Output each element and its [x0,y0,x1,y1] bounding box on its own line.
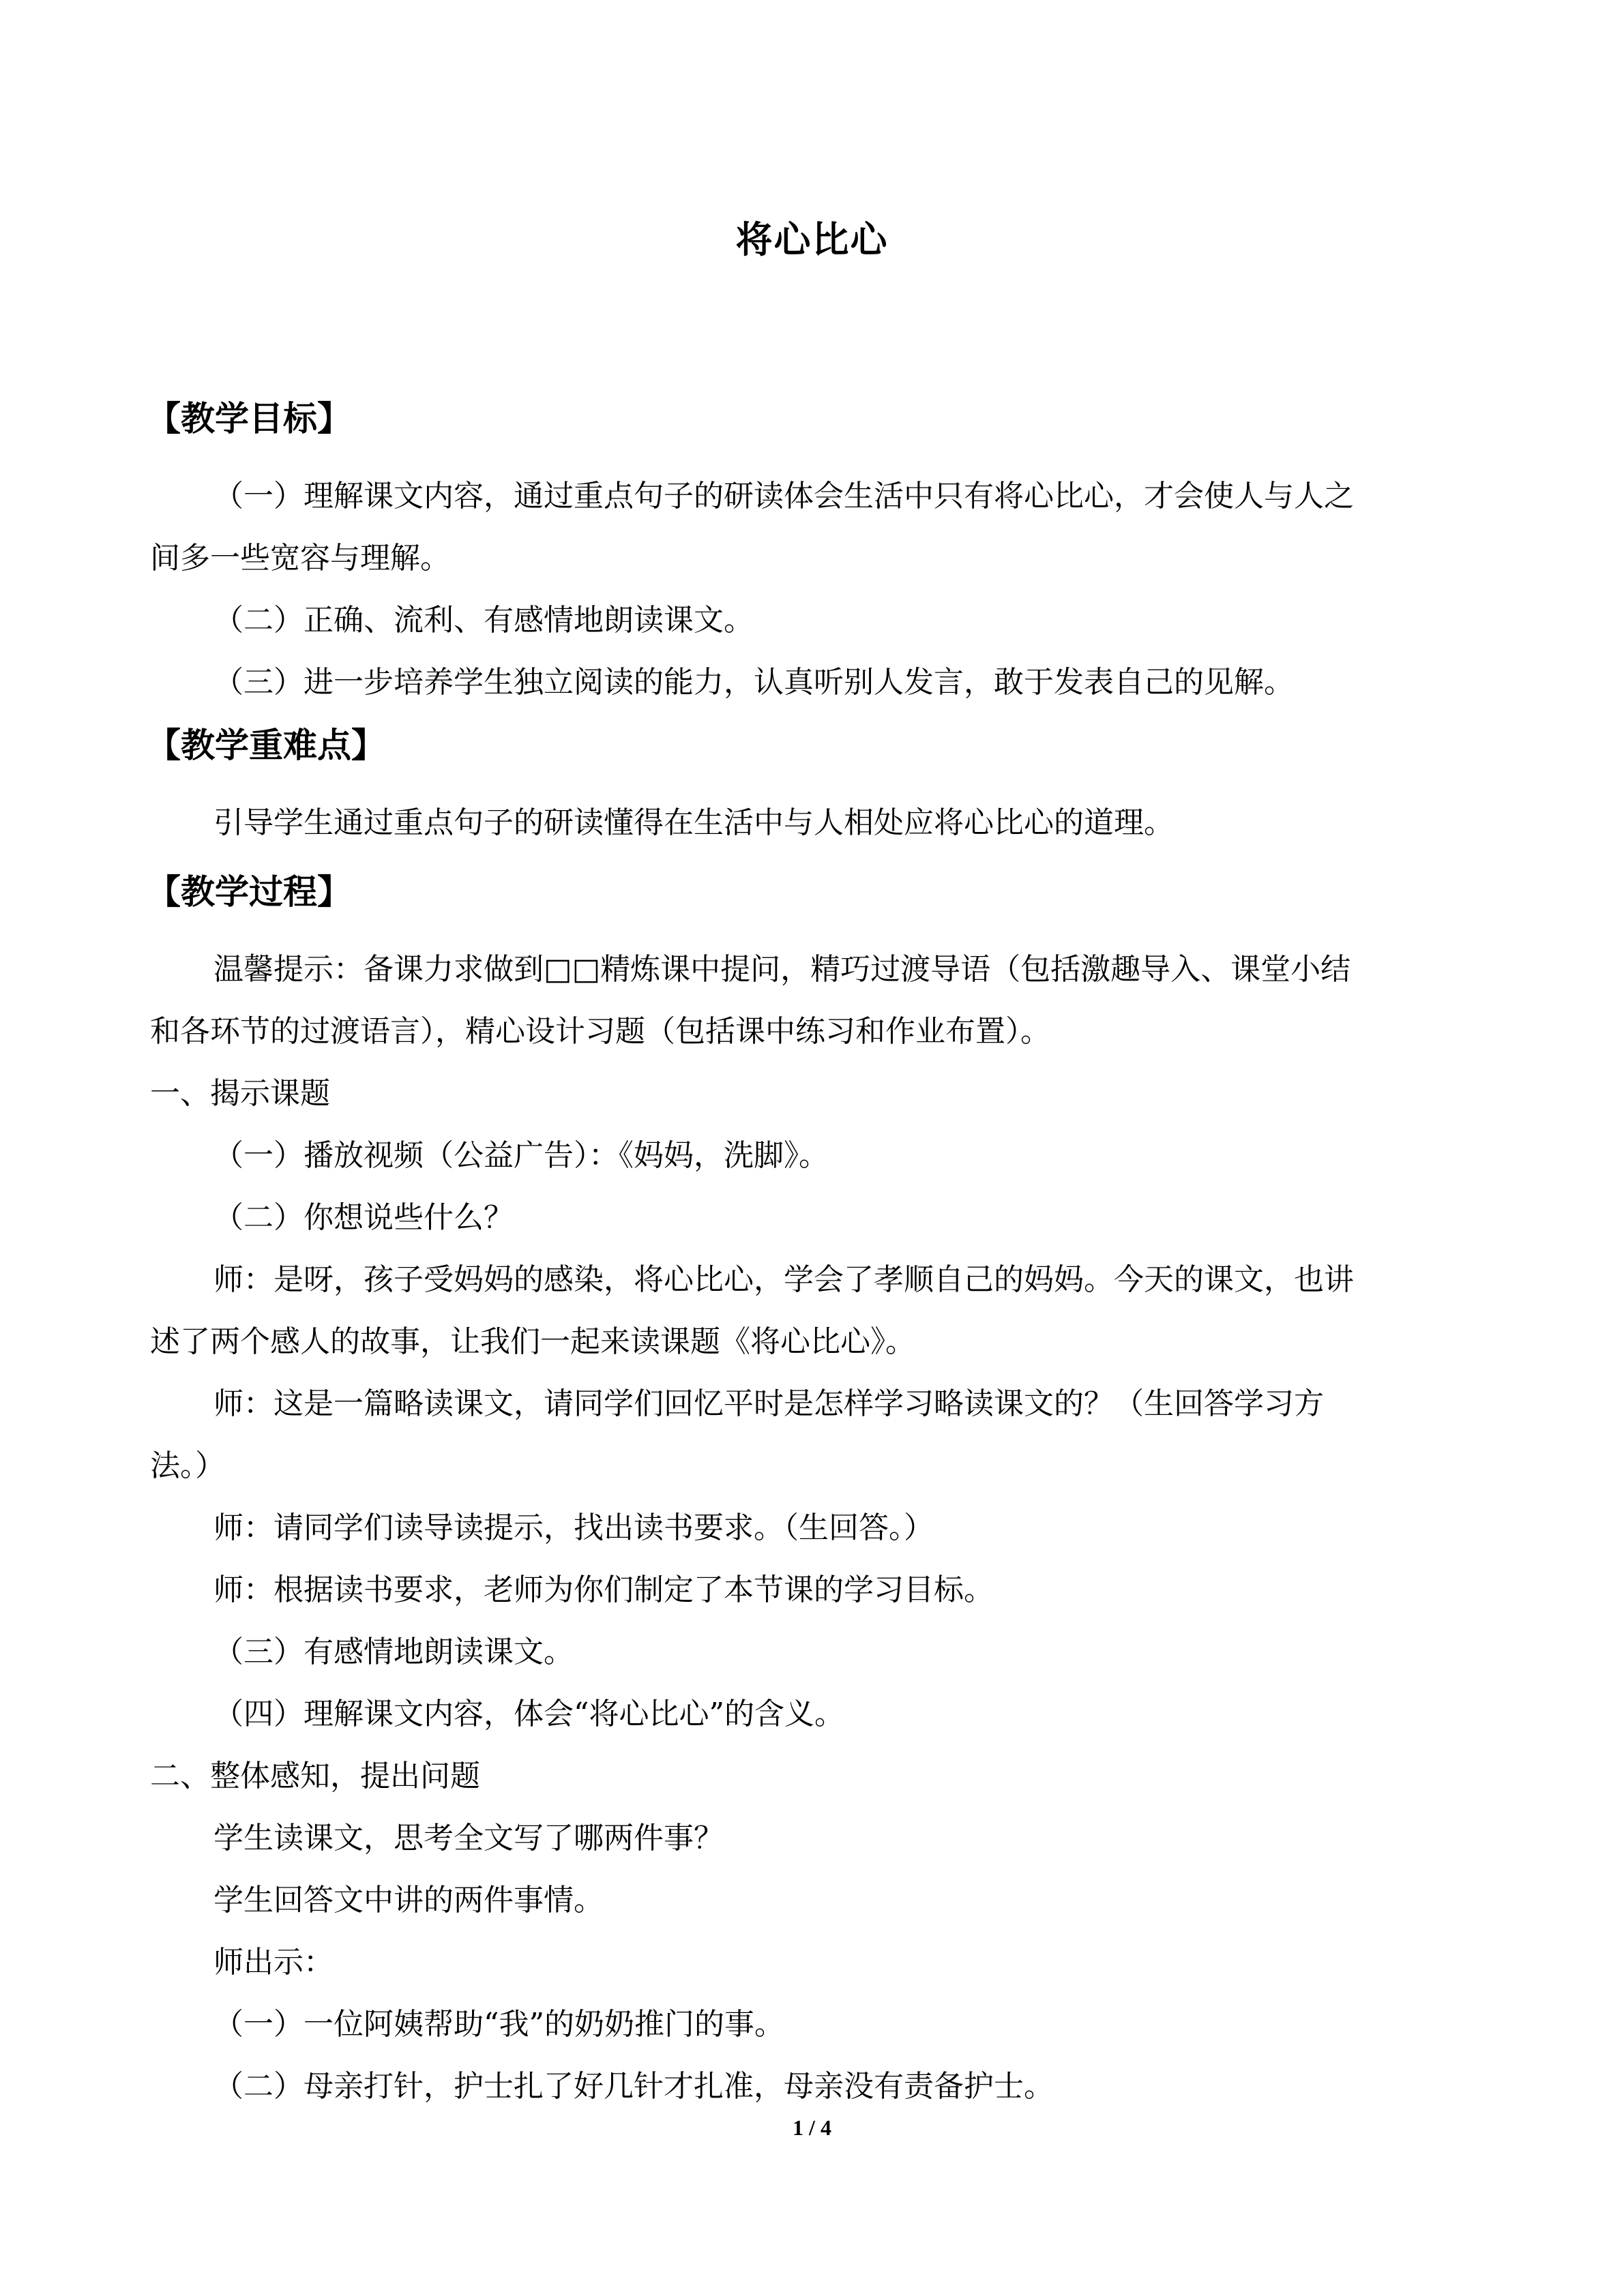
teacher-line-4: 师：根据读书要求，老师为你们制定了本节课的学习目标。 [213,1572,994,1607]
part-1-item-1: （一）播放视频（公益广告）：《妈妈，洗脚》。 [213,1138,829,1173]
tip-line-2: 和各环节的过渡语言），精心设计习题（包括课中练习和作业布置）。 [150,1014,1050,1049]
part-2-line-1: 学生读课文，思考全文写了哪两件事？ [213,1821,724,1855]
part-2-item-2: （二）母亲打针，护士扎了好几针才扎准，母亲没有责备护士。 [213,2069,1054,2104]
objective-item-3: （三）进一步培养学生独立阅读的能力，认真听别人发言，敢于发表自己的见解。 [213,665,1294,700]
page-title: 将心比心 [735,218,889,261]
section-heading-process: 【教学过程】 [147,872,351,912]
part-1-item-4: （四）理解课文内容，体会“将心比心”的含义。 [213,1697,844,1731]
teacher-line-1-part-2: 述了两个感人的故事，让我们一起来读课题《将心比心》。 [150,1324,915,1359]
part-2-item-1: （一）一位阿姨帮助“我”的奶奶推门的事。 [213,2007,784,2042]
section-heading-key-points: 【教学重难点】 [147,726,385,765]
objective-item-1-line-2: 间多一些宽容与理解。 [150,541,450,576]
objective-item-2: （二）正确、流利、有感情地朗读课文。 [213,603,754,638]
part-1-item-2: （二）你想说些什么？ [213,1200,514,1235]
tip-line-1: 温馨提示：备课力求做到□□精炼课中提问，精巧过渡导语（包括激趣导入、课堂小结 [213,952,1351,987]
teacher-line-2-part-1: 师：这是一篇略读课文，请同学们回忆平时是怎样学习略读课文的？（生回答学习方 [213,1386,1324,1421]
key-points-text: 引导学生通过重点句子的研读懂得在生活中与人相处应将心比心的道理。 [213,805,1174,840]
page-number: 1 / 4 [793,2115,831,2140]
part-1-item-3: （三）有感情地朗读课文。 [213,1635,574,1669]
part-2-line-2: 学生回答文中讲的两件事情。 [213,1883,604,1918]
teacher-line-3: 师：请同学们读导读提示，找出读书要求。（生回答。） [213,1510,934,1545]
teacher-line-1-part-1: 师：是呀，孩子受妈妈的感染，将心比心，学会了孝顺自己的妈妈。今天的课文，也讲 [213,1262,1354,1297]
section-heading-objectives: 【教学目标】 [147,399,351,438]
part-2-title: 二、整体感知，提出问题 [150,1759,480,1793]
teacher-line-2-part-2: 法。） [150,1448,225,1483]
objective-item-1-line-1: （一）理解课文内容，通过重点句子的研读体会生活中只有将心比心，才会使人与人之 [213,479,1354,513]
part-2-line-3: 师出示： [213,1945,334,1980]
part-1-title: 一、揭示课题 [150,1076,330,1111]
